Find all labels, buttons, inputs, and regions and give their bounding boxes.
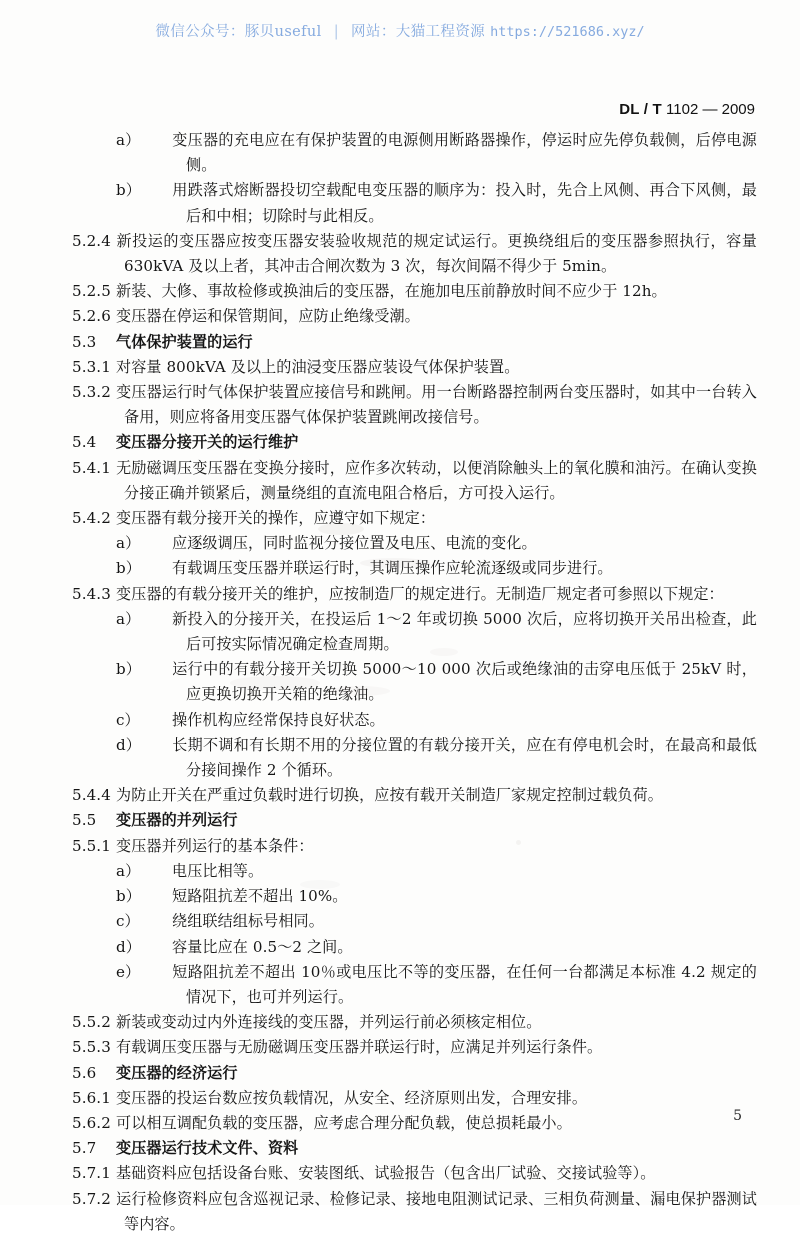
watermark-wechat-label: 微信公众号：豚贝useful [155,24,322,40]
clause-paragraph [72,355,757,380]
standard-number: 1102 — 2009 [666,101,755,118]
document-body [72,128,757,1237]
list-item [72,909,757,934]
clause-text: 可以相互调配负载的变压器，应考虑合理分配负载，使总损耗最小。 [116,1113,572,1132]
clause-text: 变压器的投运台数应按负载情况，从安全、经济原则出发，合理安排。 [116,1088,588,1107]
page-number: 5 [733,1108,742,1124]
list-item-marker: b） [116,181,141,200]
clause-number: 5.2.6 [72,307,111,326]
list-item [72,128,757,178]
clause-text: 新装或变动过内外连接线的变压器，并列运行前必须核定相位。 [116,1013,542,1032]
clause-paragraph [72,506,757,531]
section-title: 变压器运行技术文件、资料 [116,1139,299,1158]
section-heading [72,808,757,833]
clause-paragraph [72,783,757,808]
list-item-marker: d） [116,735,141,754]
list-item-text: 电压比相等。 [172,861,264,880]
clause-paragraph [72,380,757,430]
list-item-marker: b） [116,887,141,906]
list-item-text: 短路阻抗差不超出 10％或电压比不等的变压器，在任何一台都满足本标准 4.2 规定的情况下，也可并列运行。 [172,962,757,1006]
watermark-header [0,20,800,41]
list-item [72,657,757,707]
clause-text: 变压器的有载分接开关的维护，应按制造厂的规定进行。无制造厂规定者可参照以下规定： [116,584,724,603]
list-item [72,178,757,228]
list-item [72,884,757,909]
clause-paragraph [72,229,757,279]
clause-text: 新投运的变压器应按变压器安装验收规范的规定试运行。更换绕组后的变压器参照执行，容量 630kVA 及以上者，其冲击合闸次数为 3 次，每次间隔不得少于 5min。 [116,231,757,276]
section-heading [72,330,757,355]
clause-paragraph [72,304,757,329]
list-item-marker: d） [116,937,141,956]
list-item [72,960,757,1010]
watermark-url: https://521686.xyz/ [490,24,645,40]
watermark-separator: | [333,24,340,40]
list-item-marker: b） [116,559,141,578]
clause-text: 新装、大修、事故检修或换油后的变压器，在施加电压前静放时间不应少于 12h。 [116,282,667,301]
section-title: 变压器的经济运行 [116,1063,238,1082]
list-item-marker: e） [116,962,141,981]
clause-number: 5.5.2 [72,1013,111,1032]
section-heading [72,1061,757,1086]
clause-number: 5.4.4 [72,786,111,805]
list-item-marker: a） [116,131,141,149]
clause-number: 5.3.1 [72,357,111,376]
list-item [72,708,757,733]
list-item-text: 短路阻抗差不超出 10%。 [172,887,348,906]
list-item-text: 容量比应在 0.5～2 之间。 [172,937,353,956]
section-number: 5.4 [72,433,97,452]
list-item-text: 操作机构应经常保持良好状态。 [172,710,385,729]
clause-paragraph [72,834,757,859]
watermark-site-label: 网站：大猫工程资源 [351,24,486,40]
running-head [619,101,755,118]
clause-text: 对容量 800kVA 及以上的油浸变压器应装设气体保护装置。 [116,357,520,376]
clause-number: 5.5.3 [72,1038,111,1057]
clause-paragraph [72,1086,757,1111]
clause-number: 5.4.1 [72,458,111,477]
list-item-text: 长期不调和有长期不用的分接位置的有载分接开关，应在有停电机会时，在最高和最低分接间操作 2 个循环。 [172,735,757,780]
clause-number: 5.7.1 [72,1164,111,1183]
list-item-text: 变压器的充电应在有保护装置的电源侧用断路器操作，停运时应先停负载侧，后停电源侧。 [172,131,757,175]
section-title: 气体保护装置的运行 [116,332,253,351]
section-heading [72,1136,757,1161]
list-item-marker: a） [116,609,141,628]
clause-text: 运行检修资料应包含巡视记录、检修记录、接地电阻测试记录、三相负荷测量、漏电保护器测试等内容。 [116,1189,757,1233]
standard-prefix: DL / T [619,101,662,118]
clause-number: 5.6.2 [72,1113,111,1132]
clause-number: 5.2.4 [72,231,111,250]
list-item [72,556,757,581]
list-item-marker: b） [116,660,141,679]
clause-paragraph [72,1035,757,1060]
clause-text: 基础资料应包括设备台账、安装图纸、试验报告（包含出厂试验、交接试验等）。 [116,1164,656,1183]
clause-text: 变压器并列运行的基本条件： [116,836,314,855]
section-heading [72,430,757,455]
list-item-text: 有载调压变压器并联运行时，其调压操作应轮流逐级或同步进行。 [172,559,613,578]
clause-paragraph [72,456,757,506]
list-item-marker: c） [116,710,140,729]
list-item-text: 应逐级调压，同时监视分接位置及电压、电流的变化。 [172,534,537,553]
section-number: 5.5 [72,811,97,830]
clause-number: 5.4.3 [72,584,111,603]
clause-number: 5.4.2 [72,509,111,528]
clause-number: 5.6.1 [72,1088,111,1107]
section-title: 变压器的并列运行 [116,811,238,830]
list-item [72,733,757,783]
list-item-marker: a） [116,534,141,553]
list-item-marker: c） [116,912,140,931]
list-item-text: 运行中的有载分接开关切换 5000～10 000 次后或绝缘油的击穿电压低于 25kV 时，应更换切换开关箱的绝缘油。 [172,660,757,704]
clause-text: 变压器有载分接开关的操作，应遵守如下规定： [116,509,436,528]
section-number: 5.3 [72,332,97,351]
list-item [72,607,757,657]
list-item-text: 绕组联结组标号相同。 [172,912,324,931]
clause-paragraph [72,1111,757,1136]
clause-paragraph [72,1010,757,1035]
clause-number: 5.2.5 [72,282,111,301]
clause-text: 为防止开关在严重过负载时进行切换，应按有载开关制造厂家规定控制过载负荷。 [116,786,663,805]
clause-text: 有载调压变压器与无励磁调压变压器并联运行时，应满足并列运行条件。 [116,1038,603,1057]
section-number: 5.6 [72,1063,97,1082]
clause-number: 5.7.2 [72,1189,111,1208]
list-item-text: 新投入的分接开关，在投运后 1～2 年或切换 5000 次后，应将切换开关吊出检查，此后可按实际情况确定检查周期。 [172,609,757,654]
clause-paragraph [72,1161,757,1186]
list-item-text: 用跌落式熔断器投切空载配电变压器的顺序为：投入时，先合上风侧、再合下风侧，最后和中相；切除时与此相反。 [172,181,757,225]
clause-number: 5.5.1 [72,836,111,855]
clause-text: 变压器运行时气体保护装置应接信号和跳闸。用一台断路器控制两台变压器时，如其中一台转入备用，则应将备用变压器气体保护装置跳闸改接信号。 [116,383,757,427]
section-title: 变压器分接开关的运行维护 [116,433,299,452]
list-item [72,859,757,884]
clause-paragraph [72,582,757,607]
clause-number: 5.3.2 [72,383,111,402]
clause-paragraph [72,279,757,304]
clause-text: 无励磁调压变压器在变换分接时，应作多次转动，以便消除触头上的氧化膜和油污。在确认变换分接正确并锁紧后，测量绕组的直流电阻合格后，方可投入运行。 [116,458,757,502]
list-item-marker: a） [116,861,141,880]
clause-text: 变压器在停运和保管期间，应防止绝缘受潮。 [116,307,420,326]
list-item [72,935,757,960]
clause-paragraph [72,1187,757,1237]
list-item [72,531,757,556]
section-number: 5.7 [72,1139,97,1158]
